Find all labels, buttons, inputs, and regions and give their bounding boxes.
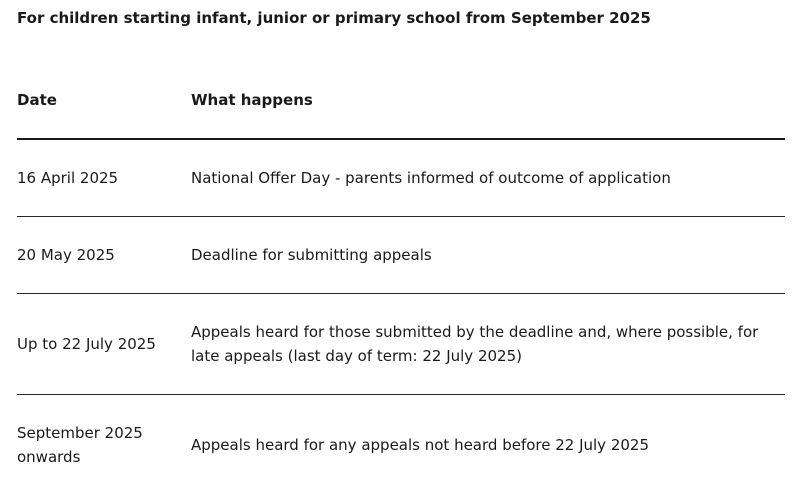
- appeals-timetable: [17, 62, 785, 495]
- date-cell: 16 April 2025: [17, 169, 119, 187]
- table-row: [17, 294, 785, 395]
- date-cell: 20 May 2025: [17, 246, 115, 264]
- table-row: [17, 140, 785, 217]
- table-header-row: [17, 62, 785, 140]
- table-row: [17, 395, 785, 495]
- column-header-date: Date: [17, 91, 57, 109]
- what-happens-cell: Appeals heard for any appeals not heard before 22 July 2025: [191, 436, 650, 454]
- date-cell: Up to 22 July 2025: [17, 335, 156, 353]
- column-header-what-happens: What happens: [191, 91, 313, 109]
- table-row: [17, 217, 785, 294]
- what-happens-cell: Deadline for submitting appeals: [191, 246, 432, 264]
- table-caption: For children starting infant, junior or primary school from September 2025: [17, 9, 651, 27]
- what-happens-cell: National Offer Day - parents informed of outcome of application: [191, 169, 671, 187]
- what-happens-cell: Appeals heard for those submitted by the deadline and, where possible, for late appeals (last day of term: 22 July 2025): [191, 323, 759, 365]
- date-cell: September 2025 onwards: [17, 424, 143, 466]
